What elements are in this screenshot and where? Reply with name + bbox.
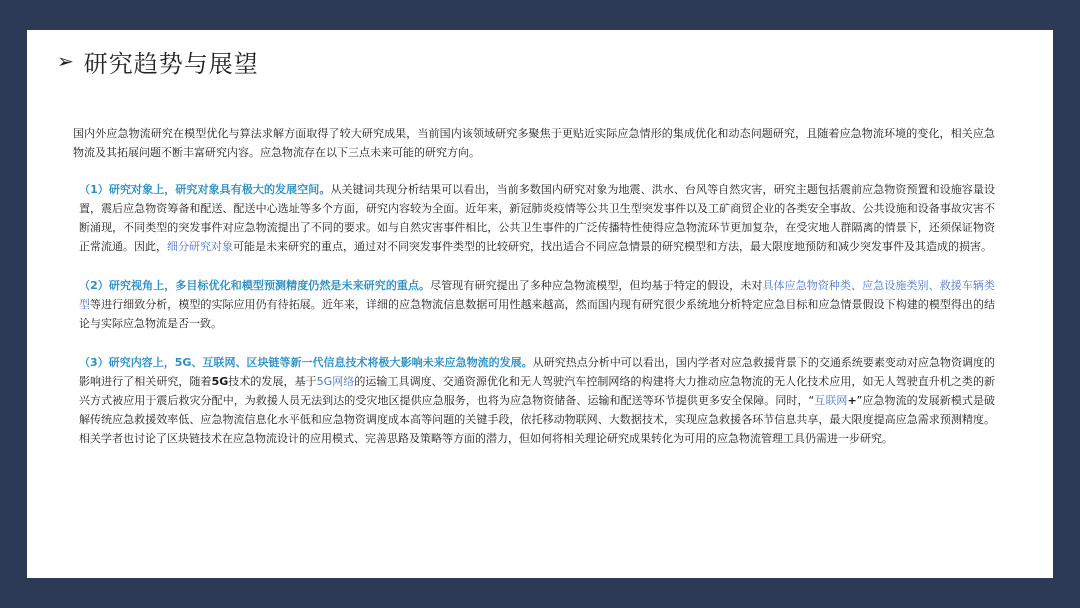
slide-title: 研究趋势与展望 xyxy=(83,49,259,78)
intro-paragraph: 国内外应急物流研究在模型优化与算法求解方面取得了较大研究成果，当前国内该领域研究多聚焦于更贴近实际应急情形的集成优化和动态问题研究，且随着应急物流环境的变化，相关应急物流及其拓展问题不断丰富研究内容。应急物流存在以下三点未来可能的研究方向。 xyxy=(73,127,995,159)
section-2-highlight: 具体应急物资种类、应急设施类别、救援车辆类型 xyxy=(79,279,996,311)
section-3-text-b: 技术的发展，基于 xyxy=(228,375,317,388)
section-3-text-d: ”应急物流的发展新模式是破解传统应急救援效率低、应急物流信息化水平低和应急物资调度成本高等问题的关键手段，依托移动物联网、大数据技术，实现应急救援各环节信息共享，最大限度提高应急需求预测精度。相关学者也讨论了区块链技术在应急物流设计的应用模式、完善思路及策略等方面的潜力，但如何将相关理论研究成果转化为可用的应急物流管理工具仍需进一步研究。 xyxy=(79,394,995,445)
section-1-text-b: 可能是未来研究的重点，通过对不同突发事件类型的比较研究，找出适合不同应急情景的研究模型和方法，最大限度地预防和减少突发事件及其造成的损害。 xyxy=(233,240,992,253)
section-3-heading: （3）研究内容上，5G、互联网、区块链等新一代信息技术将极大影响未来应急物流的发展。 xyxy=(79,356,533,369)
slide-body xyxy=(73,124,995,468)
section-3-plus-bold: + xyxy=(847,394,857,407)
section-3-5g-bold: 5G xyxy=(211,375,229,388)
section-3-internet-highlight: 互联网 xyxy=(814,394,848,407)
section-3-paragraph xyxy=(73,353,995,448)
section-1-text-a: 从关键词共现分析结果可以看出，当前多数国内研究对象为地震、洪水、台风等自然灾害，研究主题包括震前应急物资预置和设施容量设置，震后应急物资筹备和配送、配送中心选址等多个方面，研究内容较为全面。近年来，新冠肺炎疫情等公共卫生型突发事件以及工矿商贸企业的各类安全事故、公共设施和设备事故灾害不断涌现，不同类型的突发事件对应急物流提出了不同的要求。如与自然灾害事件相比，公共卫生事件的广泛传播特性使得应急物流环节更加复杂，在受灾地人群隔离的情景下，还须保证物资正常流通。因此， xyxy=(79,183,995,253)
section-1-paragraph xyxy=(73,180,995,256)
section-2-text-b: 等进行细致分析，模型的实际应用仍有待拓展。近年来，详细的应急物流信息数据可用性越来越高，然而国内现有研究很少系统地分析特定应急目标和应急情景假设下构建的模型得出的结论与实际应急物流是否一致。 xyxy=(79,298,996,330)
section-2-paragraph xyxy=(73,276,995,333)
section-3-text-a: 从研究热点分析中可以看出，国内学者对应急救援背景下的交通系统要素变动对应急物资调度的影响进行了相关研究，随着 xyxy=(79,356,995,388)
slide-title-row xyxy=(57,44,259,78)
section-1-heading: （1）研究对象上，研究对象具有极大的发展空间。 xyxy=(79,183,331,196)
section-3-text-c: 的运输工具调度、交通资源优化和无人驾驶汽车控制网络的构建将大力推动应急物流的无人化技术应用，如无人驾驶直升机之类的新兴方式被应用于震后救灾分配中，为救援人员无法到达的受灾地区提供应急服务，也将为应急物资储备、运输和配送等环节提供更多安全保障。同时，“ xyxy=(79,375,996,407)
section-1-highlight: 细分研究对象 xyxy=(167,240,233,253)
slide xyxy=(27,30,1053,578)
section-2-text-a: 尽管现有研究提出了多种应急物流模型，但均基于特定的假设，未对 xyxy=(430,279,763,292)
arrow-bullet-icon: ➢ xyxy=(57,49,74,73)
section-2-heading: （2）研究视角上，多目标优化和模型预测精度仍然是未来研究的重点。 xyxy=(79,279,431,292)
section-3-5g-network-highlight: 5G网络 xyxy=(316,375,355,388)
